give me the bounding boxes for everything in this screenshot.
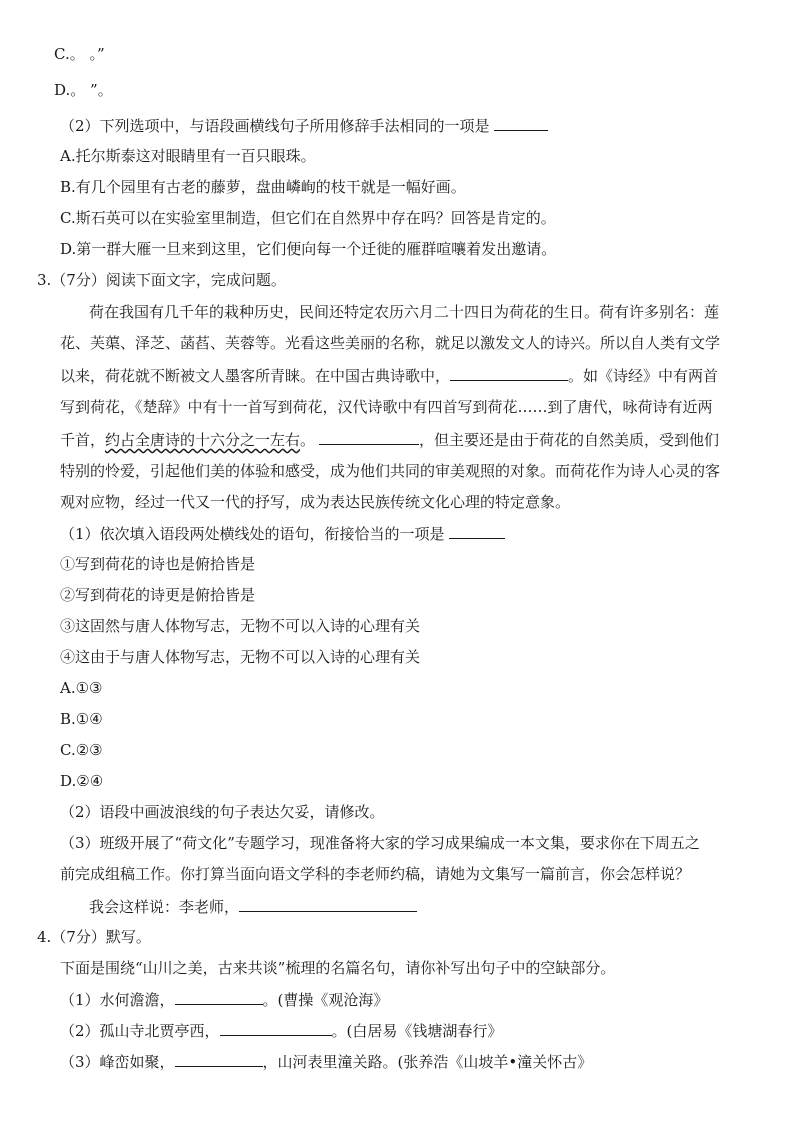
answer-prefix: 我会这样说：李老师， [89,898,240,916]
option-c: C.。 。” [54,45,105,63]
q4-item-pre: （2）孤山寺北贾亭西， [60,1022,220,1040]
fill-blank[interactable] [175,1051,263,1067]
q3-option-c: C.②③ [60,741,103,759]
passage-text: 千首， [60,431,106,449]
q4-item [60,1051,592,1072]
passage-line: 荷在我国有几千年的栽种历史，民间还特定农历六月二十四日为荷花的生日。荷有许多别名：莲 [89,303,720,321]
passage-line: 花、芙蕖、泽芝、菡萏、芙蓉等。光看这些美丽的名称，就足以激发文人的诗兴。所以自人类有文学 [60,334,721,352]
wavy-underlined-sentence: 约占全唐诗的十六分之一左右 [105,431,301,449]
q2-option-d: D.第一群大雁一旦来到这里，它们便向每一个迁徙的雁群喧嚷着发出邀请。 [60,240,557,258]
q4-item [60,989,388,1010]
answer-blank[interactable] [449,523,505,539]
q4-intro: 下面是围绕“山川之美，古来共谈”梳理的名篇名句，请你补写出句子中的空缺部分。 [60,959,616,977]
q2-option-b: B.有几个园里有古老的藤萝，盘曲嶙峋的枝干就是一幅好画。 [60,178,466,196]
q3-option-d: D.②④ [60,772,104,790]
q2-sub2-prompt-text: （2）下列选项中，与语段画横线句子所用修辞手法相同的一项是 [60,117,495,135]
passage-line: 特别的怜爱，引起他们美的体验和感受，成为他们共同的审美观照的对象。而荷花作为诗人心灵的客 [60,462,721,480]
q2-option-a: A.托尔斯泰这对眼睛里有一百只眼珠。 [60,147,316,165]
q2-option-c: C.斯石英可以在实验室里制造，但它们在自然界中存在吗？回答是肯定的。 [60,209,556,227]
q3-sub2: （2）语段中画波浪线的句子表达欠妥，请修改。 [60,803,385,821]
passage-text: 以来，荷花就不断被文人墨客所青睐。在中国古典诗歌中， [60,367,451,385]
list-item: ②写到荷花的诗更是俯拾皆是 [60,586,256,604]
q4-item-pre: （3）峰峦如聚， [60,1053,175,1071]
q4-item-post: 。(白居易《钱塘湖春行》 [331,1022,503,1040]
q4-item [60,1020,502,1041]
passage-line [60,429,719,450]
passage-text: ，但主要还是由于荷花的自然美质，受到他们 [419,431,720,449]
q3-sub3-line: （3）班级开展了“荷文化”专题学习，现准备将大家的学习成果编成一本文集，要求你在下周五之 [60,834,700,852]
passage-line [60,365,718,386]
list-item: ③这固然与唐人体物写志，无物不可以入诗的心理有关 [60,617,421,635]
q4-item-pre: （1）水何澹澹， [60,991,175,1009]
list-item: ①写到荷花的诗也是俯拾皆是 [60,555,256,573]
q4-item-post: 。(曹操《观沧海》 [262,991,389,1009]
q3-sub1-prompt [60,523,505,544]
q3-header: 3.（7分）阅读下面文字，完成问题。 [37,271,286,289]
passage-text: 。如《诗经》中有两首 [568,367,719,385]
q3-option-b: B.①④ [60,710,103,728]
q3-sub3-line: 前完成组稿工作。你打算当面向语文学科的李老师约稿，请她为文集写一篇前言，你会怎样说？ [60,865,691,883]
q4-header: 4.（7分）默写。 [37,928,151,946]
q3-option-a: A.①③ [60,679,103,697]
answer-blank[interactable] [494,115,548,131]
q2-sub2-prompt [60,115,548,136]
passage-blank-2[interactable] [319,429,419,445]
option-d: D.。 ”。 [54,81,113,99]
passage-blank-1[interactable] [450,365,568,381]
passage-text: 。 [300,431,316,449]
fill-blank[interactable] [220,1020,332,1036]
list-item: ④这由于与唐人体物写志，无物不可以入诗的心理有关 [60,648,421,666]
q3-sub1-prompt-text: （1）依次填入语段两处横线处的语句，衔接恰当的一项是 [60,525,450,543]
q3-sub3-answer [89,896,417,917]
answer-blank[interactable] [239,896,417,912]
passage-line: 观对应物，经过一代又一代的抒写，成为表达民族传统文化心理的特定意象。 [60,493,571,511]
q4-item-post: ，山河表里潼关路。(张养浩《山坡羊•潼关怀古》 [262,1053,593,1071]
passage-line: 写到荷花，《楚辞》中有十一首写到荷花，汉代诗歌中有四首写到荷花……到了唐代，咏荷诗有近两 [60,398,713,416]
fill-blank[interactable] [175,989,263,1005]
